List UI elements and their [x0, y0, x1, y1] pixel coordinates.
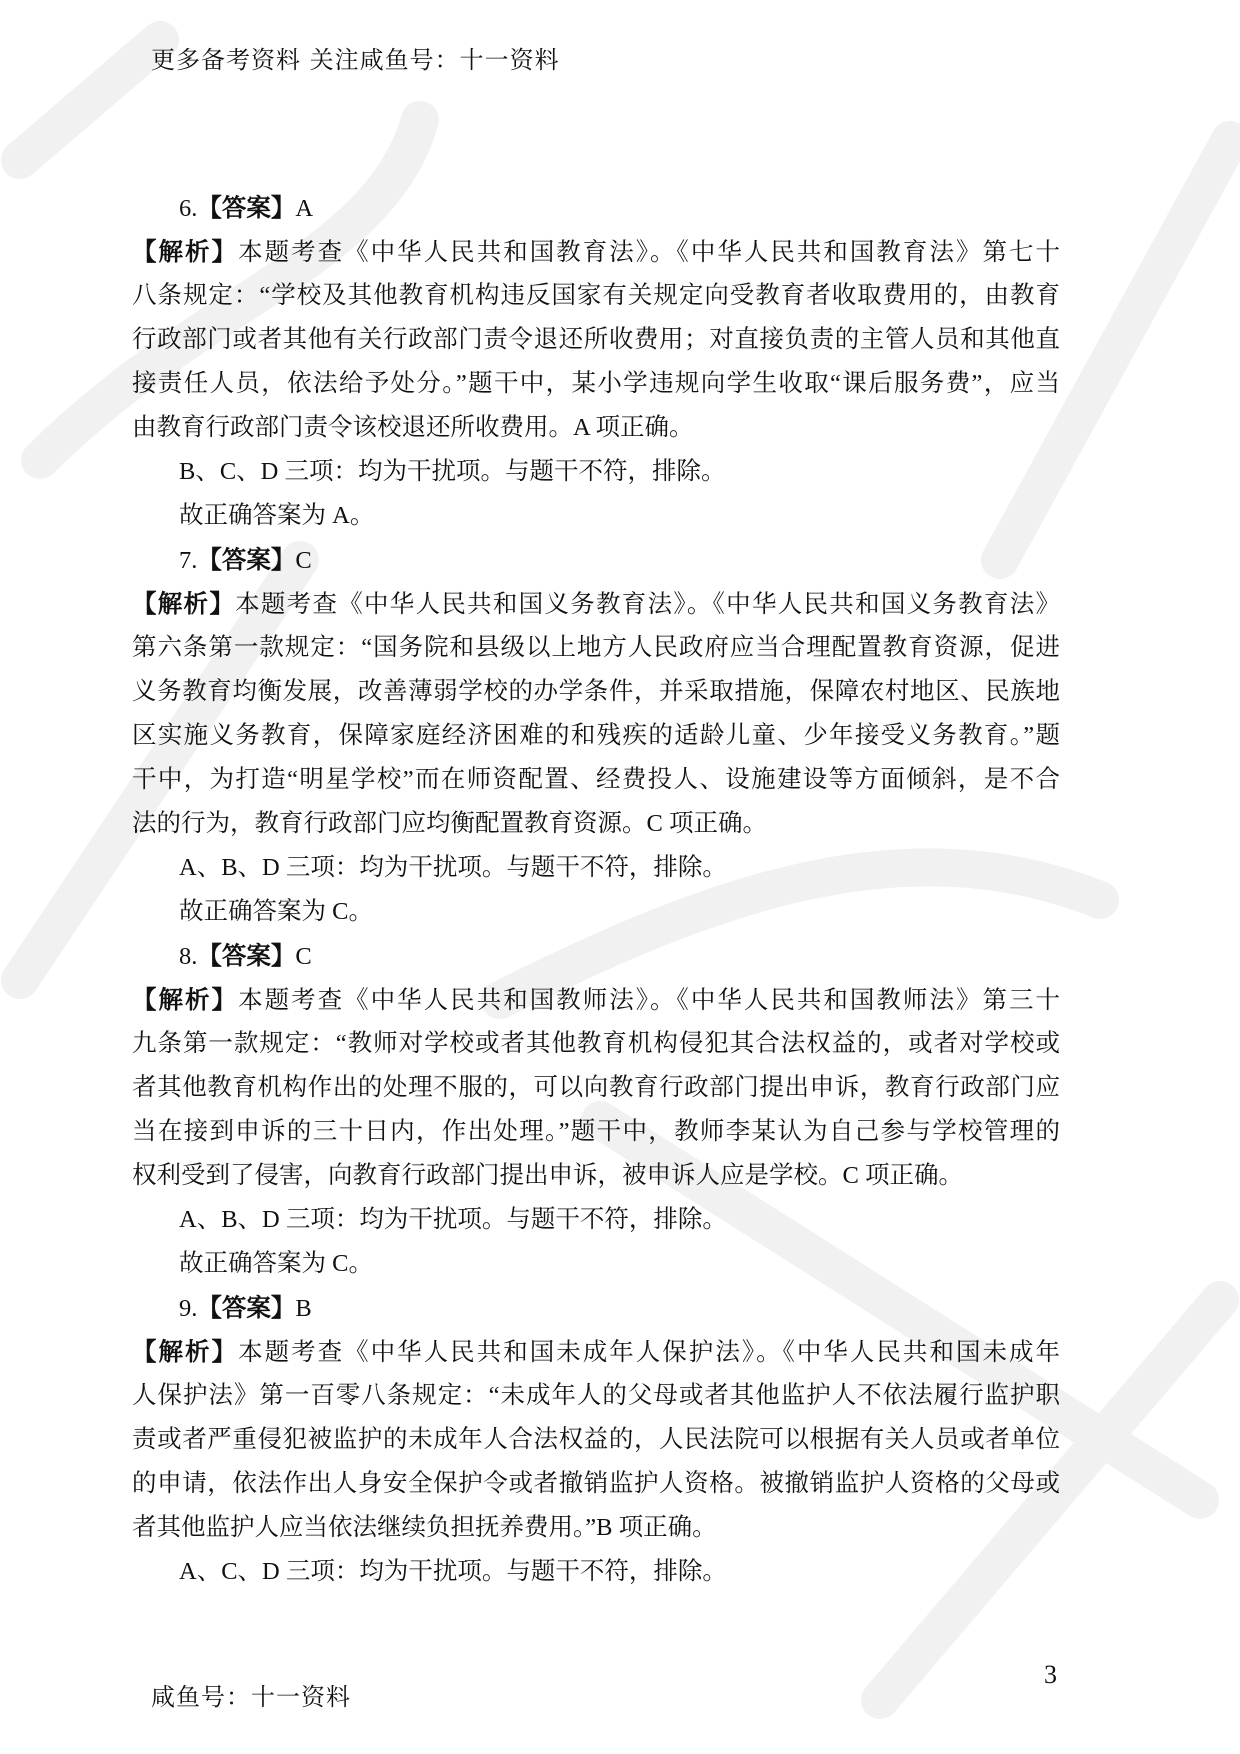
answer-value: C	[295, 547, 312, 574]
line-text: 干中，为打造“明星学校”而在师资配置、经费投人、设施建设等方面倾斜，是不合	[132, 766, 1060, 793]
text-line	[132, 978, 1060, 1022]
text-line	[132, 626, 1060, 670]
answer-line	[132, 186, 1060, 230]
answer-value: A	[295, 195, 314, 222]
page-footer: 咸鱼号：十一资料	[151, 1683, 351, 1711]
answer-value: C	[295, 943, 312, 970]
line-text: 义务教育均衡发展，改善薄弱学校的办学条件，并采取措施，保障农村地区、民族地	[132, 678, 1060, 705]
text-line	[132, 1154, 1060, 1198]
text-line	[132, 362, 1060, 406]
line-text: 接责任人员，依法给予处分。”题干中，某小学违规向学生收取“课后服务费”，应当	[132, 370, 1060, 397]
text-line	[132, 1462, 1060, 1506]
text-line	[132, 406, 1060, 450]
line-text: 人保护法》第一百零八条规定：“未成年人的父母或者其他监护人不依法履行监护职	[132, 1382, 1060, 1409]
text-line	[132, 230, 1060, 274]
line-text: 行政部门或者其他有关行政部门责令退还所收费用；对直接负责的主管人员和其他直	[132, 326, 1060, 353]
text-line	[132, 802, 1060, 846]
line-text: 法的行为，教育行政部门应均衡配置教育资源。C 项正确。	[132, 810, 767, 837]
text-line	[132, 1110, 1060, 1154]
text-line	[132, 890, 1060, 934]
analysis-label: 【解析】	[132, 237, 239, 266]
text-line	[132, 1374, 1060, 1418]
line-text: 区实施义务教育，保障家庭经济困难的和残疾的适龄儿童、少年接受义务教育。”题	[132, 722, 1060, 749]
line-text: A、B、D 三项：均为干扰项。与题干不符，排除。	[179, 854, 727, 881]
line-text: 权利受到了侵害，向教育行政部门提出申诉，被申诉人应是学校。C 项正确。	[132, 1162, 963, 1189]
document-body	[132, 186, 1060, 1594]
text-line	[132, 670, 1060, 714]
line-text: A、B、D 三项：均为干扰项。与题干不符，排除。	[179, 1206, 727, 1233]
text-line	[132, 758, 1060, 802]
text-line	[132, 714, 1060, 758]
line-text: 由教育行政部门责令该校退还所收费用。A 项正确。	[132, 414, 694, 441]
text-line	[132, 1242, 1060, 1286]
question-number: 8.	[179, 943, 198, 970]
text-line	[132, 582, 1060, 626]
text-line	[132, 450, 1060, 494]
line-text: A、C、D 三项：均为干扰项。与题干不符，排除。	[179, 1558, 727, 1585]
line-text: 当在接到申诉的三十日内，作出处理。”题干中，教师李某认为自己参与学校管理的	[132, 1118, 1060, 1145]
text-line	[132, 1022, 1060, 1066]
text-line	[132, 494, 1060, 538]
analysis-label: 【解析】	[132, 985, 239, 1014]
text-line	[132, 1198, 1060, 1242]
answer-line	[132, 934, 1060, 978]
line-text: 责或者严重侵犯被监护的未成年人合法权益的，人民法院可以根据有关人员或者单位	[132, 1426, 1060, 1453]
line-text: 本题考查《中华人民共和国教师法》。《中华人民共和国教师法》第三十	[238, 987, 1060, 1014]
text-line	[132, 1550, 1060, 1594]
line-text: 故正确答案为 A。	[179, 502, 375, 529]
line-text: 第六条第一款规定：“国务院和县级以上地方人民政府应当合理配置教育资源，促进	[132, 634, 1060, 661]
answer-line	[132, 538, 1060, 582]
answer-label: 【答案】	[197, 193, 296, 222]
question-number: 6.	[179, 195, 198, 222]
line-text: 本题考查《中华人民共和国教育法》。《中华人民共和国教育法》第七十	[238, 239, 1060, 266]
text-line	[132, 1066, 1060, 1110]
text-line	[132, 274, 1060, 318]
analysis-label: 【解析】	[132, 589, 236, 618]
line-text: 本题考查《中华人民共和国义务教育法》。《中华人民共和国义务教育法》	[235, 591, 1060, 618]
line-text: 八条规定：“学校及其他教育机构违反国家有关规定向受教育者收取费用的，由教育	[132, 282, 1060, 309]
answer-line	[132, 1286, 1060, 1330]
line-text: 的申请，依法作出人身安全保护令或者撤销监护人资格。被撤销监护人资格的父母或	[132, 1470, 1060, 1497]
line-text: B、C、D 三项：均为干扰项。与题干不符，排除。	[179, 458, 726, 485]
page-number: 3	[1044, 1660, 1057, 1689]
question-number: 9.	[179, 1295, 198, 1322]
text-line	[132, 1418, 1060, 1462]
answer-label: 【答案】	[197, 1293, 296, 1322]
text-line	[132, 318, 1060, 362]
text-line	[132, 1330, 1060, 1374]
line-text: 故正确答案为 C。	[179, 1250, 373, 1277]
line-text: 九条第一款规定：“教师对学校或者其他教育机构侵犯其合法权益的，或者对学校或	[132, 1030, 1060, 1057]
line-text: 者其他教育机构作出的处理不服的，可以向教育行政部门提出申诉，教育行政部门应	[132, 1074, 1060, 1101]
text-line	[132, 846, 1060, 890]
line-text: 本题考查《中华人民共和国未成年人保护法》。《中华人民共和国未成年	[238, 1339, 1060, 1366]
page-header: 更多备考资料 关注咸鱼号：十一资料	[151, 46, 560, 74]
analysis-label: 【解析】	[132, 1337, 239, 1366]
text-line	[132, 1506, 1060, 1550]
answer-label: 【答案】	[197, 545, 296, 574]
line-text: 者其他监护人应当依法继续负担抚养费用。”B 项正确。	[132, 1514, 717, 1541]
question-number: 7.	[179, 547, 198, 574]
line-text: 故正确答案为 C。	[179, 898, 373, 925]
answer-value: B	[295, 1295, 312, 1322]
answer-label: 【答案】	[197, 941, 296, 970]
